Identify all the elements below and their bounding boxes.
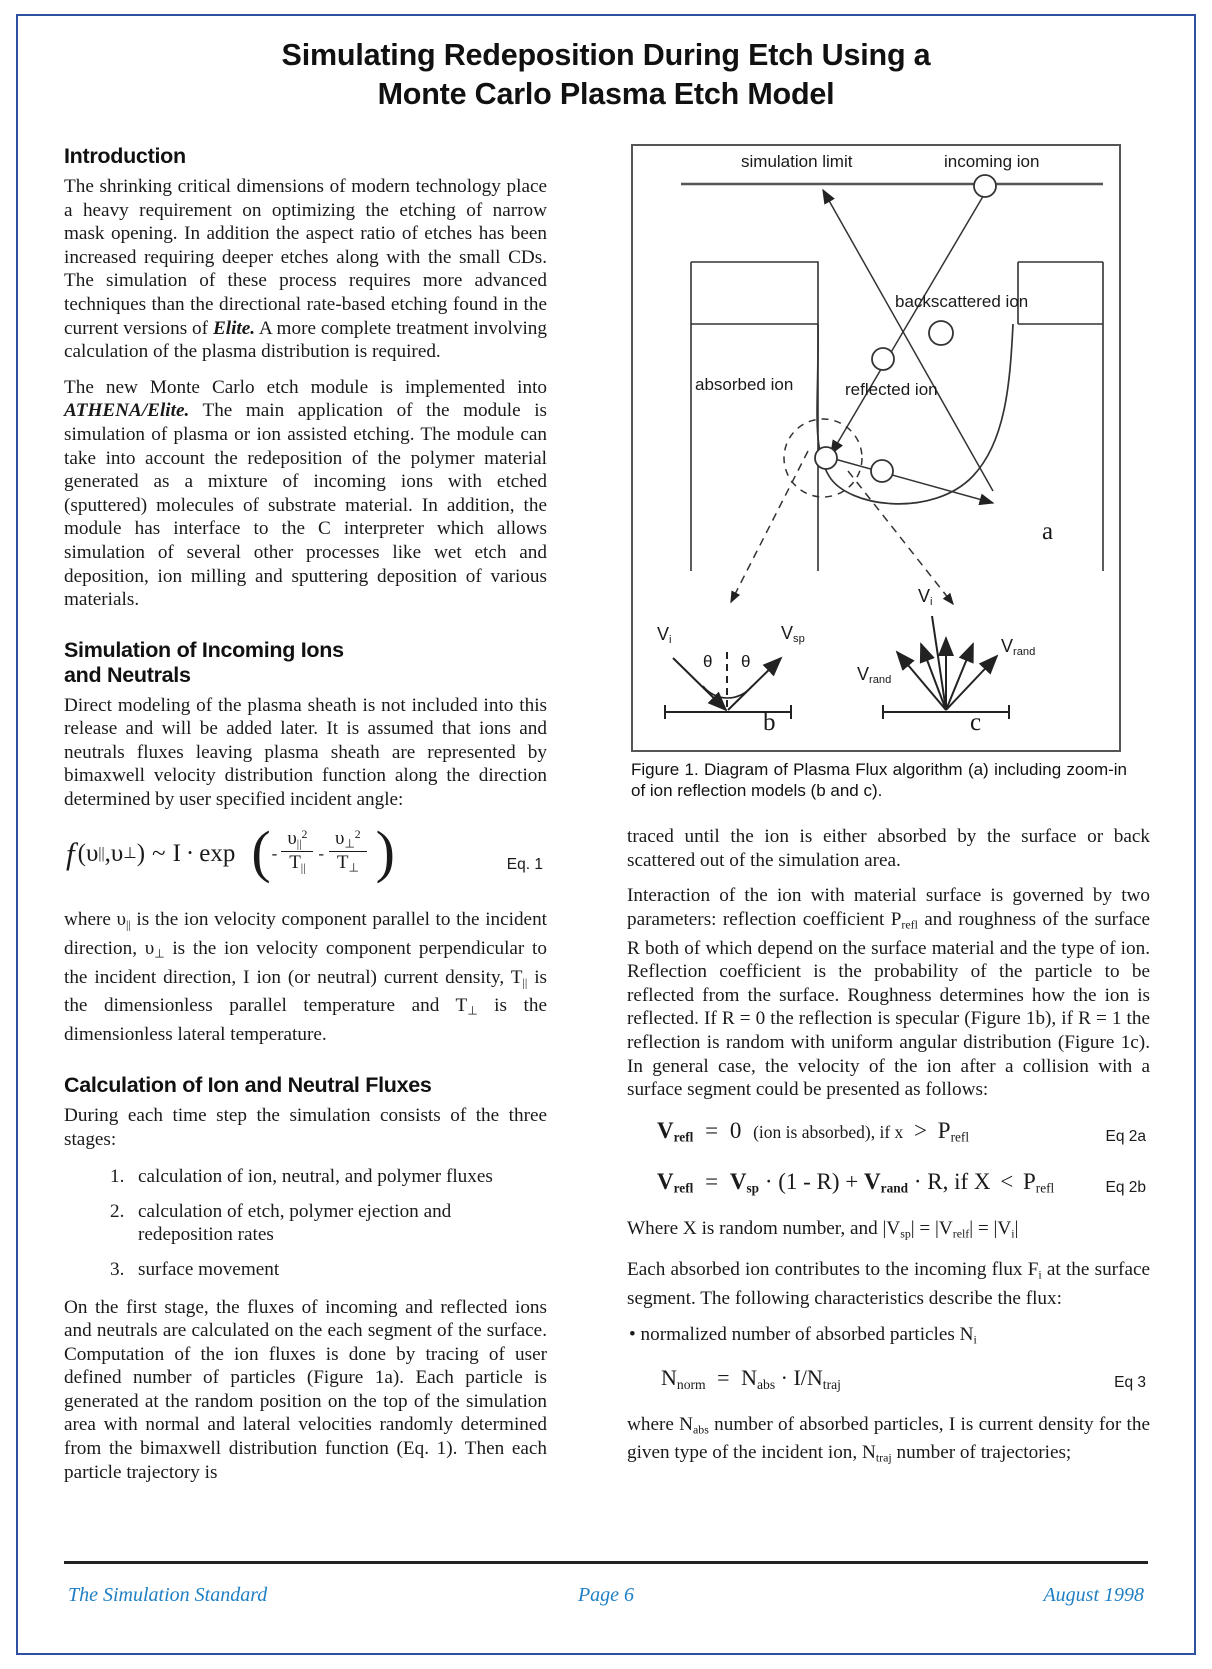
heading-sim-line2: and Neutrals [64,662,191,687]
left-mask-block [691,262,818,571]
label-vrand-right [1001,636,1035,658]
figure-caption [631,759,1127,801]
label-vsp-panel-b [781,623,805,645]
final-sub1: abs [693,1421,709,1436]
title-line-1: Simulating Redeposition During Etch Using a [281,38,931,72]
eq2b-equals: = [705,1168,719,1194]
eq1-arg1-sub: || [98,844,105,862]
list-item: surface movement [138,1258,280,1280]
eq1-frac1-denominator [281,851,313,875]
eq2b-vsp-sub: sp [746,1180,760,1196]
sim-p2-sub3: || [522,974,528,989]
eq1-frac2-num-sym: υ [335,827,345,849]
eq1-frac1-numerator [281,828,313,851]
eq2a-equals: = [705,1117,719,1143]
equation-3-number: Eq 3 [1114,1373,1146,1391]
eq1-exp: exp [199,839,236,867]
each-a: Each absorbed ion contributes to the incoming flux F [627,1259,1039,1281]
bullet-sub: i [973,1332,977,1347]
where-a: Where X is random number, and |V [627,1218,901,1240]
where-b: | = |V [910,1218,953,1240]
list-item: calculation of ion, neutral, and polymer fluxes [138,1166,493,1188]
paragraph-intro-1 [64,175,547,364]
paragraph-interaction [627,884,1150,1102]
paragraph-final [627,1413,1150,1471]
footer-publication: The Simulation Standard [68,1584,268,1606]
label-simulation-limit: simulation limit [741,152,853,171]
interaction-a: Interaction of the ion with material surface is governed by two parameters: reflection coefficient P [627,885,1150,930]
equation-1-number: Eq. 1 [506,855,543,873]
eq1-frac2-den-sub: ⊥ [348,861,359,875]
vi-c-sym: V [918,586,931,606]
eq2a-p: P [937,1117,951,1143]
eq2a-p-sub: refl [950,1129,970,1145]
page-footer [64,1584,1148,1618]
eq1-function: f [66,835,75,871]
equation-2a-number: Eq 2a [1105,1127,1146,1145]
right-mask-block [1018,262,1103,571]
intro-p2-athena: ATHENA/Elite. [64,400,190,422]
bullet-a: • normalized number of absorbed particles N [629,1323,974,1345]
eq2b-lt: < [1000,1168,1014,1194]
eq1-current: I [172,839,181,867]
eq1-frac1-num-sub: || [296,837,302,851]
eq1-open-paren: ( [77,839,86,867]
eq2b-mid: · (1 - R) + [764,1168,865,1194]
eq2b-vrand-sub: rand [880,1180,909,1196]
eq1-dot: · [185,839,195,867]
eq1-fraction-1 [281,828,313,876]
sim-p2-sub1: || [126,916,131,931]
stages-list [64,1165,547,1281]
sim-p2-d: is the dimensionless parallel temperature and T [64,966,547,1017]
eq1-frac2-num-sub: ⊥ [344,837,355,851]
label-vi-panel-c [918,586,933,608]
eq2a-zero: 0 [729,1117,742,1143]
eq1-arg1: υ [85,839,99,867]
figure-1-diagram [631,144,1121,752]
label-vi-panel-b [657,624,672,646]
each-b: at the surface segment. The following characteristics describe the flux: [627,1259,1150,1310]
eq1-frac1-den-sub: || [300,861,306,875]
where-sub2: relf [952,1226,970,1241]
vrand-left-sub: rand [869,674,892,687]
vsp-sub: sp [793,633,805,646]
eq2b-p: P [1022,1168,1036,1194]
eq2b-vrand: V [864,1168,881,1194]
intro-p1-elite: Elite. [212,317,256,339]
intro-p1-tail: A more complete treatment involving calculation of the plasma distribution is required. [64,317,547,363]
sim-p2-c: is the ion velocity component perpendicular to the incident direction, I ion (or neutral) current density, T [64,937,547,988]
page-title [40,36,1172,114]
vsp-sym: V [781,623,794,643]
where-sub3: i [1011,1226,1015,1241]
eq1-frac2-numerator [329,828,367,851]
paragraph-calc-2: On the first stage, the fluxes of incoming and reflected ions and neutrals are calculated on the each segment of the surface. Computation of the ion fluxes is done by tracing of user defined number of particles (Figure 1a). Each particle is generated at the random position on the top of the simulation area with normal and lateral velocities randomly determined from the bimaxwell distribution function (Eq. 1). Then each particle trajectory is [64,1296,547,1483]
eq2b-v: V [657,1168,674,1194]
eq3-ntraj-sub: traj [822,1376,841,1392]
final-b: number of absorbed particles, I is current density for the given type of the incident ion, N [627,1413,1150,1464]
panel-c-vrand-2 [921,644,946,710]
eq1-big-close-paren: ) [375,818,395,884]
incoming-ion-marker [974,175,996,197]
label-panel-c: c [970,709,982,736]
label-reflected-ion: reflected ion [845,380,938,399]
eq1-frac1-den-sym: T [289,852,301,874]
page-content [40,18,1172,1640]
heading-calculation-fluxes: Calculation of Ion and Neutral Fluxes [64,1072,432,1097]
right-column [627,144,1150,1470]
incoming-ion-trajectory [831,193,985,454]
footer-page-number: Page 6 [577,1584,635,1606]
paragraph-sim-1: Direct modeling of the plasma sheath is not included into this release and will be added later. It is assumed that ions and neutrals fluxes leaving plasma sheath are represented by bimaxwell velocity distribution function along the direction determined by user specified incident angle: [64,694,547,811]
eq3-n-sub: norm [676,1376,706,1392]
list-item: calculation of etch, polymer ejection and redeposition rates [138,1200,452,1246]
label-vrand-left [857,664,891,686]
equation-2a [627,1116,1150,1153]
eq3-n: N [661,1364,677,1390]
heading-introduction: Introduction [64,144,186,168]
intro-p1-text: The shrinking critical dimensions of modern technology place a heavy requirement on optimizing the etching of narrow mask opening. In addition the aspect ratio of etches has been increased requiring deeper etches along with the small CDs. The simulation of these process requires more advanced techniques than the directional rate-based etching found in the current versions of [64,176,547,339]
eq1-big-open-paren: ( [251,818,271,884]
paragraph-where-x [627,1217,1150,1246]
sim-p2-a: where υ [64,908,127,930]
eq1-frac1-num-sup: 2 [301,827,308,841]
equation-3 [627,1364,1150,1399]
paragraph-calc-1: During each time step the simulation consists of the three stages: [64,1104,547,1150]
eq1-frac2-denominator [329,851,367,875]
paragraph-traced: traced until the ion is either absorbed by the surface or back scattered out of the simulation area. [627,826,1150,871]
equation-1 [66,818,395,884]
eq1-arg2: υ [110,839,124,867]
eq3-equals: = [717,1364,730,1390]
heading-sim-line1: Simulation of Incoming Ions [64,637,344,662]
vi-b-sub: i [669,634,672,647]
paragraph-intro-2 [64,376,547,612]
where-c: | = |V [969,1218,1012,1240]
sim-p2-sub4: ⊥ [467,1003,478,1018]
bullet-normalized-particles [627,1323,1150,1352]
equation-2b [627,1167,1150,1204]
vi-c-sub: i [930,596,933,609]
label-panel-b: b [763,709,776,736]
eq1-fraction-2 [329,828,367,876]
where-sub1: sp [900,1226,911,1241]
vi-b-sym: V [657,624,670,644]
vrand-right-sub: rand [1013,646,1036,659]
left-column [64,144,547,1484]
eq2a-note: (ion is absorbed), if x [753,1121,904,1142]
label-backscattered-ion: backscattered ion [895,292,1029,311]
footer-date: August 1998 [1043,1584,1144,1606]
intro-p2-tail: The main application of the module is simulation of plasma or ion assisted etching. The module can take into account the redeposition of the polymer material generated as a mixture of incoming ions with etched (sputtered) molecules of substrate material. In addition, the module has interface to the C interpreter which allows simulation of several other processes like wet etch and deposition, ion milling and sputtering deposition of various materials. [64,400,547,611]
label-theta-left: θ [703,652,713,671]
label-absorbed-ion: absorbed ion [695,375,794,394]
eq2b-mid2: · R, if X [913,1168,991,1194]
final-sub2: traj [875,1450,892,1465]
eq1-frac1-num-sym: υ [287,827,297,849]
backscattered-ion-marker [929,321,953,345]
intro-p2-head: The new Monte Carlo etch module is implemented into [64,376,547,398]
paragraph-each-absorbed [627,1258,1150,1311]
eq3-nabs-sub: abs [756,1376,776,1392]
title-line-2: Monte Carlo Plasma Etch Model [377,77,835,111]
eq3-nabs: N [741,1364,757,1390]
sim-p2-b: is the ion velocity component parallel to the incident direction, υ [64,908,547,959]
final-c: number of trajectories; [891,1442,1072,1464]
zoom-leader-b [731,451,808,602]
where-d: | [1014,1218,1019,1240]
equation-1-block [64,818,547,892]
final-a: where N [627,1413,694,1435]
heading-simulation-incoming-ions [64,638,547,688]
eq1-frac2-num-sup: 2 [354,827,361,841]
eq1-minus-1: - [271,843,278,863]
panel-b-vi-arrow [673,658,726,710]
panel-b-vsp-arrow [728,658,781,710]
figure-caption-line2: zoom-in of ion reflection models (b and c). [631,760,1127,800]
eq3-dot: · I/N [780,1364,823,1390]
eq2a-gt: > [914,1117,928,1143]
label-incoming-ion: incoming ion [944,152,1040,171]
eq2b-vsp: V [729,1168,747,1194]
reflected-ion-marker [871,460,893,482]
vrand-left-sym: V [857,664,870,684]
ion-marker-mid [872,348,894,370]
footer-divider [64,1561,1148,1564]
eq1-minus-2: - [318,843,325,863]
trench-profile [817,324,1013,504]
eq1-frac2-den-sym: T [336,852,349,874]
backscattered-ion-trajectory [823,190,993,491]
vrand-right-sym: V [1001,636,1014,656]
sim-p2-e: is the dimensionless lateral temperature. [64,995,547,1046]
absorbed-ion-marker [815,447,837,469]
eq1-arg2-sub: ⊥ [123,845,137,863]
eq1-relation: ~ [152,839,166,867]
sim-p2-sub2: ⊥ [154,945,165,960]
eq2a-v: V [657,1117,674,1143]
eq2b-v-sub: refl [673,1180,694,1196]
eq1-comma: , [104,839,111,867]
figure-caption-line1: Figure 1. Diagram of Plasma Flux algorithm (a) including [631,760,1062,779]
paragraph-sim-2 [64,908,547,1047]
zoom-leader-c [848,471,953,604]
panel-c-vrand-4 [946,644,973,710]
eq2a-v-sub: refl [673,1129,694,1145]
eq1-close-paren: ) [136,839,146,867]
eq2b-p-sub: refl [1035,1180,1055,1196]
equation-2b-number: Eq 2b [1105,1178,1146,1196]
interaction-b: and roughness of the surface R both of which depend on the surface material and the type of ion. Reflection coefficient is the probability of the particle to be reflected from the surface. Roughness determines how the ion is reflected. If R = 0 the reflection is specular (Figure 1b), if R = 1 the reflection is random with uniform angular distribution (Figure 1c). In general case, the velocity of the ion after a collision with a surface segment could be presented as follows: [627,908,1150,1101]
label-panel-a: a [1042,518,1054,545]
each-sub: i [1038,1267,1042,1282]
label-theta-right: θ [741,652,751,671]
interaction-sub-refl: refl [901,917,918,932]
panel-c-vrand-5 [946,656,997,710]
